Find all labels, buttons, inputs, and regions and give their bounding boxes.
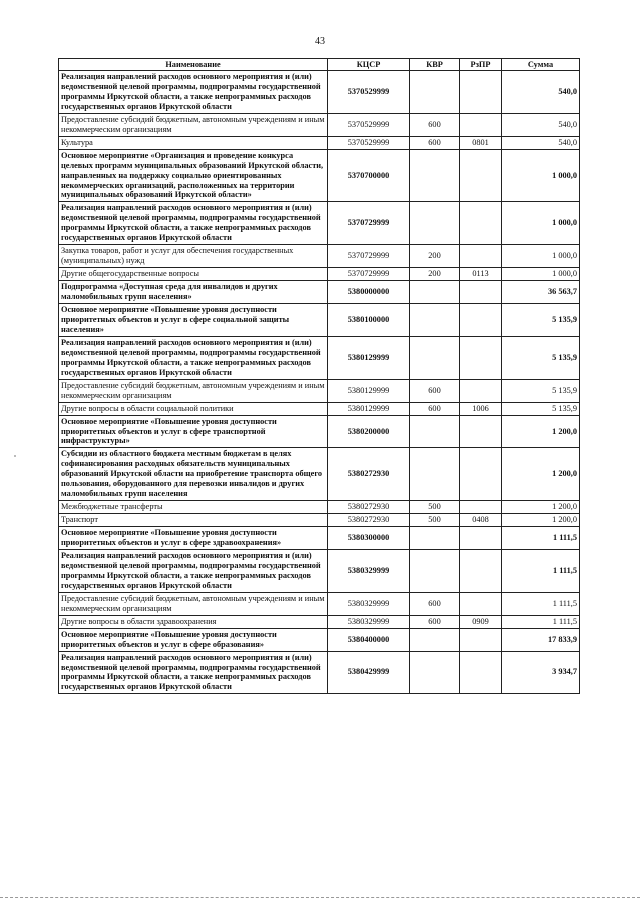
cell-name: Предоставление субсидий бюджетным, автономным учреждениям и иным некоммерческим организациям — [59, 379, 328, 402]
table-row — [59, 549, 580, 592]
cell-rzpr — [460, 202, 502, 245]
cell-kcsr: 5370729999 — [328, 268, 410, 281]
cell-kvr — [410, 202, 460, 245]
cell-rzpr — [460, 592, 502, 615]
cell-sum: 3 934,7 — [502, 651, 580, 694]
cell-kvr — [410, 628, 460, 651]
cell-sum: 1 000,0 — [502, 202, 580, 245]
cell-sum: 1 111,5 — [502, 549, 580, 592]
cell-name: Основное мероприятие «Повышение уровня доступности приоритетных объектов и услуг в сфере образования» — [59, 628, 328, 651]
scan-speck — [14, 455, 16, 457]
header-kvr: КВР — [410, 59, 460, 71]
cell-kvr — [410, 149, 460, 202]
cell-rzpr: 0408 — [460, 514, 502, 527]
cell-kcsr: 5370700000 — [328, 149, 410, 202]
cell-sum: 5 135,9 — [502, 336, 580, 379]
cell-kcsr: 5380329999 — [328, 615, 410, 628]
table-row — [59, 415, 580, 448]
cell-kvr — [410, 304, 460, 337]
cell-kcsr: 5380129999 — [328, 379, 410, 402]
table-row — [59, 651, 580, 694]
cell-rzpr: 0909 — [460, 615, 502, 628]
cell-name: Другие вопросы в области социальной политики — [59, 402, 328, 415]
cell-sum: 1 200,0 — [502, 415, 580, 448]
cell-rzpr — [460, 245, 502, 268]
scan-edge-line — [0, 897, 640, 899]
cell-rzpr: 0801 — [460, 136, 502, 149]
cell-name: Реализация направлений расходов основного мероприятия и (или) ведомственной целевой программы, подпрограммы государственной программы Иркутской области, а также непрограммных расходов государственных органов Иркутской области — [59, 336, 328, 379]
table-row — [59, 245, 580, 268]
table-row — [59, 448, 580, 501]
cell-kvr: 200 — [410, 268, 460, 281]
cell-kcsr: 5380272930 — [328, 501, 410, 514]
cell-sum: 1 111,5 — [502, 592, 580, 615]
cell-name: Основное мероприятие «Повышение уровня доступности приоритетных объектов и услуг в сфере здравоохранения» — [59, 527, 328, 550]
cell-sum: 540,0 — [502, 71, 580, 114]
cell-kvr — [410, 549, 460, 592]
table-row — [59, 113, 580, 136]
cell-sum: 1 111,5 — [502, 527, 580, 550]
table-row — [59, 268, 580, 281]
cell-kvr — [410, 71, 460, 114]
cell-name: Реализация направлений расходов основного мероприятия и (или) ведомственной целевой программы, подпрограммы государственной программы Иркутской области, а также непрограммных расходов государственных органов Иркутской области — [59, 202, 328, 245]
table-row — [59, 527, 580, 550]
table-header-row — [59, 59, 580, 71]
cell-name: Другие общегосударственные вопросы — [59, 268, 328, 281]
cell-rzpr — [460, 628, 502, 651]
cell-kvr — [410, 336, 460, 379]
cell-sum: 1 111,5 — [502, 615, 580, 628]
table-row — [59, 615, 580, 628]
cell-name: Основное мероприятие «Организация и проведение конкурса целевых программ муниципальных образований Иркутской области, направленных на поддержку социально ориентированных некоммерческих организаций, расположенных на территории муниципальных образований Иркутской области» — [59, 149, 328, 202]
cell-kvr: 600 — [410, 615, 460, 628]
cell-sum: 36 563,7 — [502, 281, 580, 304]
cell-sum: 1 200,0 — [502, 514, 580, 527]
table-row — [59, 281, 580, 304]
cell-sum: 1 000,0 — [502, 149, 580, 202]
cell-name: Основное мероприятие «Повышение уровня доступности приоритетных объектов и услуг в сфере социальной защиты населения» — [59, 304, 328, 337]
table-row — [59, 592, 580, 615]
cell-kvr: 600 — [410, 136, 460, 149]
cell-kvr: 500 — [410, 514, 460, 527]
cell-sum: 1 200,0 — [502, 448, 580, 501]
cell-kcsr: 5370529999 — [328, 136, 410, 149]
cell-kcsr: 5380329999 — [328, 549, 410, 592]
table-row — [59, 336, 580, 379]
cell-rzpr — [460, 304, 502, 337]
cell-name: Транспорт — [59, 514, 328, 527]
cell-kcsr: 5380100000 — [328, 304, 410, 337]
cell-kcsr: 5380329999 — [328, 592, 410, 615]
cell-kcsr: 5380129999 — [328, 336, 410, 379]
cell-sum: 5 135,9 — [502, 304, 580, 337]
cell-kcsr: 5380272930 — [328, 514, 410, 527]
cell-kvr — [410, 448, 460, 501]
cell-rzpr — [460, 501, 502, 514]
cell-name: Предоставление субсидий бюджетным, автономным учреждениям и иным некоммерческим организациям — [59, 592, 328, 615]
cell-sum: 5 135,9 — [502, 402, 580, 415]
cell-kvr — [410, 651, 460, 694]
cell-name: Предоставление субсидий бюджетным, автономным учреждениям и иным некоммерческим организациям — [59, 113, 328, 136]
cell-rzpr — [460, 113, 502, 136]
cell-rzpr — [460, 415, 502, 448]
cell-rzpr — [460, 71, 502, 114]
table-row — [59, 71, 580, 114]
table-row — [59, 402, 580, 415]
cell-kcsr: 5380000000 — [328, 281, 410, 304]
cell-rzpr — [460, 549, 502, 592]
cell-rzpr — [460, 651, 502, 694]
cell-kcsr: 5380400000 — [328, 628, 410, 651]
cell-kcsr: 5380129999 — [328, 402, 410, 415]
cell-sum: 17 833,9 — [502, 628, 580, 651]
cell-sum: 1 000,0 — [502, 245, 580, 268]
cell-name: Закупка товаров, работ и услуг для обеспечения государственных (муниципальных) нужд — [59, 245, 328, 268]
cell-name: Другие вопросы в области здравоохранения — [59, 615, 328, 628]
table-body — [59, 71, 580, 694]
table-row — [59, 202, 580, 245]
header-sum: Сумма — [502, 59, 580, 71]
cell-rzpr — [460, 336, 502, 379]
cell-kcsr: 5380300000 — [328, 527, 410, 550]
cell-sum: 540,0 — [502, 136, 580, 149]
header-kcsr: КЦСР — [328, 59, 410, 71]
cell-rzpr: 0113 — [460, 268, 502, 281]
cell-rzpr: 1006 — [460, 402, 502, 415]
cell-name: Межбюджетные трансферты — [59, 501, 328, 514]
budget-table — [58, 58, 580, 694]
header-name: Наименование — [59, 59, 328, 71]
cell-kvr: 600 — [410, 592, 460, 615]
cell-name: Подпрограмма «Доступная среда для инвалидов и других маломобильных групп населения» — [59, 281, 328, 304]
cell-rzpr — [460, 281, 502, 304]
cell-kcsr: 5370729999 — [328, 245, 410, 268]
cell-kcsr: 5370529999 — [328, 71, 410, 114]
cell-kvr: 600 — [410, 113, 460, 136]
cell-name: Основное мероприятие «Повышение уровня доступности приоритетных объектов и услуг в сфере транспортной инфраструктуры» — [59, 415, 328, 448]
cell-rzpr — [460, 149, 502, 202]
header-rzpr: РзПР — [460, 59, 502, 71]
cell-kcsr: 5380200000 — [328, 415, 410, 448]
cell-name: Реализация направлений расходов основного мероприятия и (или) ведомственной целевой программы, подпрограммы государственной программы Иркутской области, а также непрограммных расходов государственных органов Иркутской области — [59, 71, 328, 114]
table-row — [59, 379, 580, 402]
cell-sum: 1 200,0 — [502, 501, 580, 514]
cell-kvr — [410, 281, 460, 304]
cell-rzpr — [460, 527, 502, 550]
cell-kcsr: 5380272930 — [328, 448, 410, 501]
cell-sum: 1 000,0 — [502, 268, 580, 281]
cell-kvr — [410, 527, 460, 550]
cell-sum: 540,0 — [502, 113, 580, 136]
cell-kvr: 600 — [410, 379, 460, 402]
table-row — [59, 136, 580, 149]
cell-kcsr: 5370529999 — [328, 113, 410, 136]
cell-rzpr — [460, 448, 502, 501]
table-row — [59, 149, 580, 202]
cell-rzpr — [460, 379, 502, 402]
cell-name: Культура — [59, 136, 328, 149]
cell-name: Субсидии из областного бюджета местным бюджетам в целях софинансирования расходных обязательств муниципальных образований Иркутской области на приобретение транспорта общего пользования, оборудованного для перевозки инвалидов и других маломобильных групп населения — [59, 448, 328, 501]
page-number: 43 — [315, 36, 325, 47]
cell-kcsr: 5380429999 — [328, 651, 410, 694]
cell-kvr — [410, 415, 460, 448]
cell-kvr: 600 — [410, 402, 460, 415]
cell-name: Реализация направлений расходов основного мероприятия и (или) ведомственной целевой программы, подпрограммы государственной программы Иркутской области, а также непрограммных расходов государственных органов Иркутской области — [59, 549, 328, 592]
cell-sum: 5 135,9 — [502, 379, 580, 402]
table-row — [59, 514, 580, 527]
table-row — [59, 628, 580, 651]
cell-kcsr: 5370729999 — [328, 202, 410, 245]
cell-kvr: 200 — [410, 245, 460, 268]
cell-name: Реализация направлений расходов основного мероприятия и (или) ведомственной целевой программы, подпрограммы государственной программы Иркутской области, а также непрограммных расходов государственных органов Иркутской области — [59, 651, 328, 694]
cell-kvr: 500 — [410, 501, 460, 514]
table-row — [59, 304, 580, 337]
table-row — [59, 501, 580, 514]
